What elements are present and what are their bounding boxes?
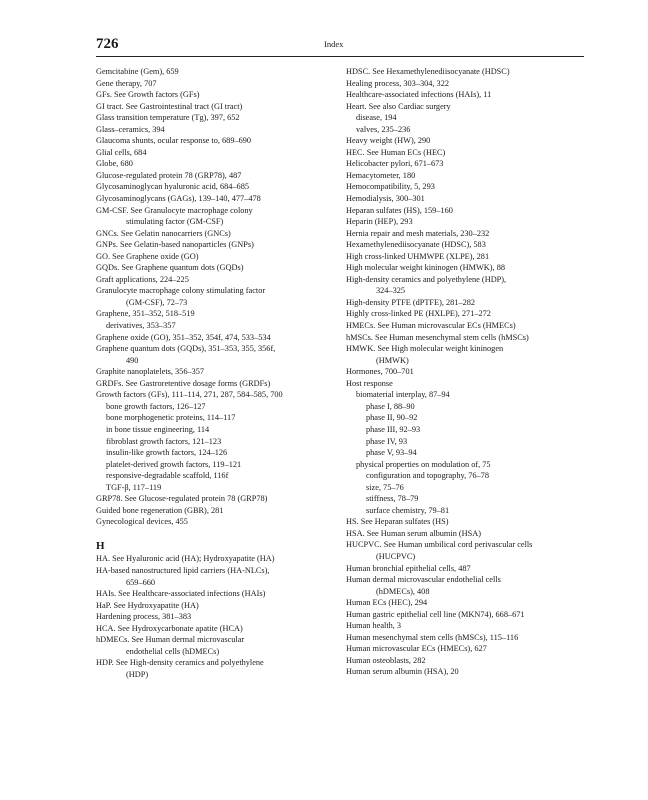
index-entry: Glass–ceramics, 394 <box>96 124 165 134</box>
index-entry: Gynecological devices, 455 <box>96 517 188 527</box>
index-entry: Healing process, 303–304, 322 <box>346 78 450 88</box>
index-entry: HCA. See Hydroxycarbonate apatite (HCA) <box>96 623 243 633</box>
index-entry: HEC. See Human ECs (HEC) <box>346 147 446 157</box>
index-entry: Heavy weight (HW), 290 <box>346 136 431 146</box>
index-entry: Human osteoblasts, 282 <box>346 655 426 665</box>
left-column <box>96 66 341 680</box>
section-gap <box>96 528 341 540</box>
index-entries-h <box>96 553 341 680</box>
index-entry: Hexamethylenediisocyanate (HDSC), 583 <box>346 240 486 250</box>
index-entry: GNPs. See Gelatin-based nanoparticles (GNPs) <box>96 240 254 250</box>
index-entry: phase III, 92–93 <box>366 424 421 434</box>
index-entry: Human dermal microvascular endothelial cells <box>346 575 501 585</box>
index-entry: Helicobacter pylori, 671–673 <box>346 159 444 169</box>
index-entry: phase V, 93–94 <box>366 448 417 458</box>
index-entry: Highly cross-linked PE (HXLPE), 271–272 <box>346 309 491 319</box>
index-entry: Glycosaminoglycan hyaluronic acid, 684–685 <box>96 182 249 192</box>
index-entry: HA-based nanostructured lipid carriers (HA-NLCs), <box>96 565 270 575</box>
index-entry: GNCs. See Gelatin nanocarriers (GNCs) <box>96 228 231 238</box>
index-entry: 324–325 <box>376 286 406 296</box>
index-entry: HDSC. See Hexamethylenediisocyanate (HDSC) <box>346 67 510 76</box>
index-entry: 659–660 <box>126 577 156 587</box>
index-entry: biomaterial interplay, 87–94 <box>356 390 450 400</box>
index-entry: Granulocyte macrophage colony stimulating factor <box>96 286 266 296</box>
index-entry: GM-CSF. See Granulocyte macrophage colony <box>96 205 253 215</box>
index-entry: HAIs. See Healthcare-associated infections (HAIs) <box>96 589 266 599</box>
index-entry: High molecular weight kininogen (HMWK), 88 <box>346 263 505 273</box>
index-entry: Human gastric epithelial cell line (MKN74), 668–671 <box>346 609 525 619</box>
index-entry: High cross-linked UHMWPE (XLPE), 281 <box>346 251 490 261</box>
index-entry: GRP78. See Glucose-regulated protein 78 (GRP78) <box>96 494 268 504</box>
page-number: 726 <box>96 36 119 52</box>
index-entry: Human health, 3 <box>346 621 402 631</box>
index-entry: GQDs. See Graphene quantum dots (GQDs) <box>96 263 244 273</box>
index-entry: hMSCs. See Human mesenchymal stem cells (hMSCs) <box>346 332 529 342</box>
index-entry: Hemacytometer, 180 <box>346 170 416 180</box>
index-entry: Growth factors (GFs), 111–114, 271, 287, 584–585, 700 <box>96 390 283 400</box>
index-entry: phase I, 88–90 <box>366 401 415 411</box>
index-entry: Healthcare-associated infections (HAIs), 11 <box>346 90 492 100</box>
index-entry: HS. See Heparan sulfates (HS) <box>346 517 449 527</box>
index-entry: derivatives, 353–357 <box>106 321 176 331</box>
index-entry: HDP. See High-density ceramics and polyethylene <box>96 658 264 668</box>
index-entries-g <box>96 66 341 528</box>
index-entry: (GM-CSF), 72–73 <box>126 297 188 307</box>
index-entry: Graphene oxide (GO), 351–352, 354f, 474, 533–534 <box>96 332 271 342</box>
index-entry: High-density ceramics and polyethylene (HDP), <box>346 274 507 284</box>
right-column <box>346 66 591 678</box>
index-entry: Heart. See also Cardiac surgery <box>346 101 451 111</box>
index-entry: GO. See Graphene oxide (GO) <box>96 251 199 261</box>
index-entry: Hernia repair and mesh materials, 230–232 <box>346 228 490 238</box>
running-head: Index <box>324 39 344 49</box>
index-entries-h-continued <box>346 66 591 678</box>
index-entry: Human bronchial epithelial cells, 487 <box>346 563 471 573</box>
index-entry: in bone tissue engineering, 114 <box>106 424 210 434</box>
index-entry: size, 75–76 <box>366 482 404 492</box>
index-entry: insulin-like growth factors, 124–126 <box>106 448 228 458</box>
index-entry: Glaucoma shunts, ocular response to, 689–690 <box>96 136 252 146</box>
index-entry: valves, 235–236 <box>356 124 411 134</box>
index-entry: Glass transition temperature (Tg), 397, 652 <box>96 113 240 123</box>
index-entry: hDMECs. See Human dermal microvascular <box>96 635 245 645</box>
index-entry: Heparin (HEP), 293 <box>346 217 413 227</box>
header-rule <box>96 56 584 57</box>
index-entry: Graphene, 351–352, 518–519 <box>96 309 195 319</box>
index-entry: HUCPVC. See Human umbilical cord perivascular cells <box>346 540 533 550</box>
index-entry: Glial cells, 684 <box>96 147 147 157</box>
index-entry: bone morphogenetic proteins, 114–117 <box>106 413 236 423</box>
index-entry: Human serum albumin (HSA), 20 <box>346 667 459 677</box>
index-entry: Glycosaminoglycans (GAGs), 139–140, 477–478 <box>96 194 261 204</box>
index-entry: physical properties on modulation of, 75 <box>356 459 491 469</box>
index-entry: Globe, 680 <box>96 159 133 169</box>
index-entry: Host response <box>346 378 393 388</box>
index-entry: Glucose-regulated protein 78 (GRP78), 487 <box>96 170 242 180</box>
index-entry: High-density PTFE (dPTFE), 281–282 <box>346 297 476 307</box>
index-entry: (HUCPVC) <box>376 551 416 561</box>
index-entry: phase IV, 93 <box>366 436 408 446</box>
index-entry: Human microvascular ECs (HMECs), 627 <box>346 644 487 654</box>
index-entry: Gemcitabine (Gem), 659 <box>96 67 179 76</box>
index-entry: surface chemistry, 79–81 <box>366 505 450 515</box>
index-entry: disease, 194 <box>356 113 397 123</box>
index-entry: Hemocompatibility, 5, 293 <box>346 182 435 192</box>
index-entry: Hormones, 700–701 <box>346 367 414 377</box>
index-entry: Hemodialysis, 300–301 <box>346 194 425 204</box>
index-entry: HSA. See Human serum albumin (HSA) <box>346 528 482 538</box>
index-entry: Guided bone regeneration (GBR), 281 <box>96 505 224 515</box>
index-entry: GFs. See Growth factors (GFs) <box>96 90 200 100</box>
index-entry: GRDFs. See Gastroretentive dosage forms (GRDFs) <box>96 378 271 388</box>
index-entry: configuration and topography, 76–78 <box>366 471 489 481</box>
index-entry: Human mesenchymal stem cells (hMSCs), 115–116 <box>346 632 519 642</box>
index-entry: (HMWK) <box>376 355 409 365</box>
index-entry: Graphite nanoplatelets, 356–357 <box>96 367 205 377</box>
index-entry: endothelial cells (hDMECs) <box>126 646 220 656</box>
section-letter: H <box>96 540 105 553</box>
index-entry: Graphene quantum dots (GQDs), 351–353, 355, 356f, <box>96 344 276 354</box>
index-entry: TGF-β, 117–119 <box>106 482 162 492</box>
index-entry: (hDMECs), 408 <box>376 586 430 596</box>
index-entry: responsive-degradable scaffold, 116f <box>106 471 229 481</box>
index-entry: phase II, 90–92 <box>366 413 418 423</box>
index-entry: 490 <box>126 355 139 365</box>
index-entry: Human ECs (HEC), 294 <box>346 598 428 608</box>
index-entry: fibroblast growth factors, 121–123 <box>106 436 222 446</box>
index-entry: HaP. See Hydroxyapatite (HA) <box>96 600 199 610</box>
index-entry: HMECs. See Human microvascular ECs (HMECs) <box>346 321 516 331</box>
index-entry: bone growth factors, 126–127 <box>106 401 206 411</box>
index-entry: Graft applications, 224–225 <box>96 274 189 284</box>
page-header <box>96 34 584 56</box>
index-entry: HA. See Hyaluronic acid (HA); Hydroxyapatite (HA) <box>96 554 275 564</box>
index-entry: GI tract. See Gastrointestinal tract (GI tract) <box>96 101 243 111</box>
index-entry: HMWK. See High molecular weight kininogen <box>346 344 504 354</box>
index-entry: stimulating factor (GM-CSF) <box>126 217 224 227</box>
index-entry: platelet-derived growth factors, 119–121 <box>106 459 242 469</box>
index-entry: Gene therapy, 707 <box>96 78 157 88</box>
index-entry: Hardening process, 381–383 <box>96 612 192 622</box>
index-entry: stiffness, 78–79 <box>366 494 419 504</box>
index-entry: Heparan sulfates (HS), 159–160 <box>346 205 453 215</box>
index-entry: (HDP) <box>126 669 149 679</box>
